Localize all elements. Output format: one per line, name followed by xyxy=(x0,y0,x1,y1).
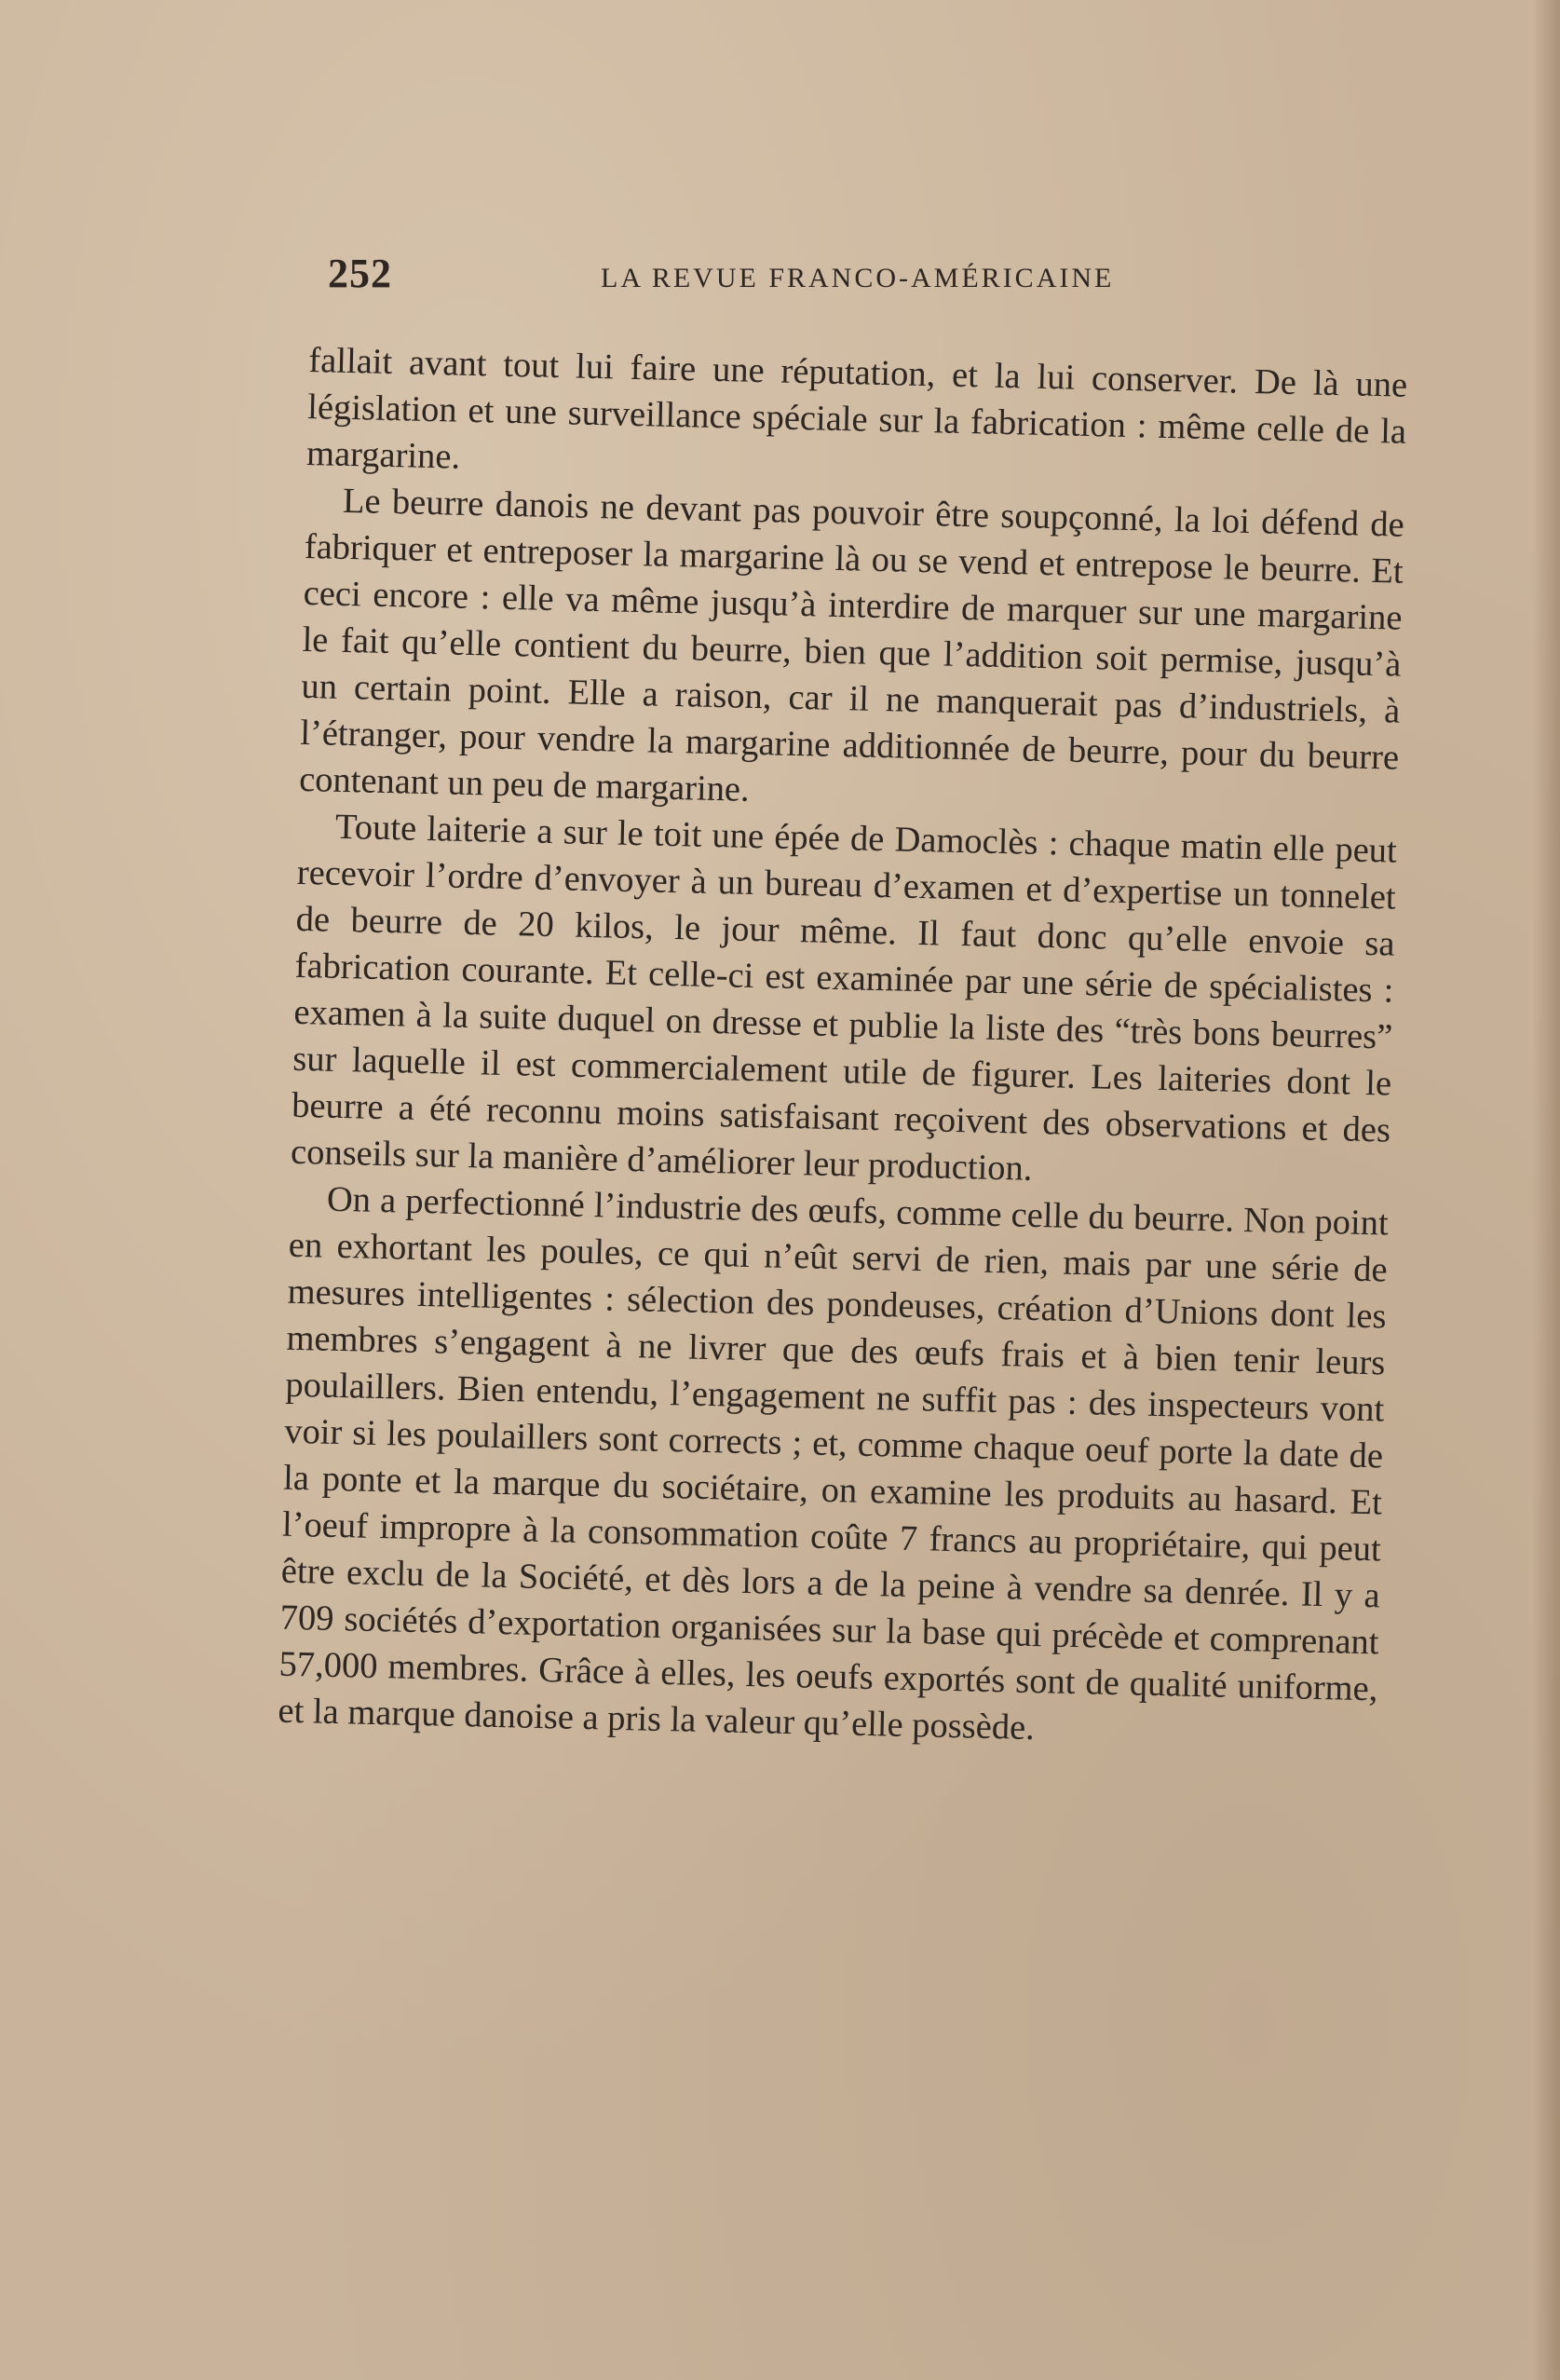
page-header xyxy=(328,250,1436,306)
paragraph-egg-industry: On a perfectionné l’industrie des œufs, comme celle du beurre. Non point en exhortant les poules, ce qui n’eût servi de rien, mais par une série de mesures intelligentes : sélection des pondeuses, création d’Unions dont les membres s’engagent à ne livrer que des œufs frais et à bien tenir leurs poulaillers. Bien entendu, l’engagement ne suffit pas : des inspecteurs vont voir si les poulaillers sont corrects ; et, comme chaque oeuf porte la date de la ponte et la marque du sociétaire, on examine les produits au hasard. Et l’oeuf impropre à la consommation coûte 7 francs au propriétaire, qui peut être exclu de la Société, et dès lors a de la peine à vendre sa denrée. Il y a 709 sociétés d’exportation organisées sur la base qui précède et comprenant 57,000 membres. Grâce à elles, les oeufs exportés sont de qualité uniforme, et la marque danoise a pris la valeur qu’elle possède. xyxy=(278,1179,1390,1748)
paragraph-danish-butter: Le beurre danois ne devant pas pouvoir être soupçonné, la loi défend de fabriquer et entreposer la margarine là ou se vend et entrepose le beurre. Et ceci encore : elle va même jusqu’à interdire de marquer sur une margarine le fait qu’elle contient du beurre, bien que l’addition soit permise, jusqu’à un certain point. Elle a raison, car il ne manquerait pas d’industriels, à l’étranger, pour vendre la margarine additionnée de beurre, pour du beurre contenant un peu de margarine. xyxy=(298,481,1405,809)
page-edge-shadow xyxy=(1532,0,1560,2380)
paragraph-continuation: fallait avant tout lui faire une réputation, et la lui conserver. De là une législation et une surveillance spéciale sur la fabrication : même celle de la margarine. xyxy=(305,340,1408,477)
running-title: LA REVUE FRANCO-AMÉRICAINE xyxy=(601,263,1115,293)
paragraph-dairy-inspection: Toute laiterie a sur le toit une épée de Damoclès : chaque matin elle peut recevoir l’ordre d’envoyer à un bureau d’examen et d’expertise un tonnelet de beurre de 20 kilos, le jour même. Il faut donc qu’elle envoie sa fabrication courante. Et celle-ci est examinée par une série de spécialistes : examen à la suite duquel on dresse et publie la liste des “très bons beurres” sur laquelle il est commercialement utile de figurer. Les laiteries dont le beurre a été reconnu moins satisfaisant reçoivent des observations et des conseils sur la manière d’améliorer leur production. xyxy=(290,807,1398,1189)
body-text xyxy=(278,337,1408,1759)
page-number: 252 xyxy=(328,251,392,296)
